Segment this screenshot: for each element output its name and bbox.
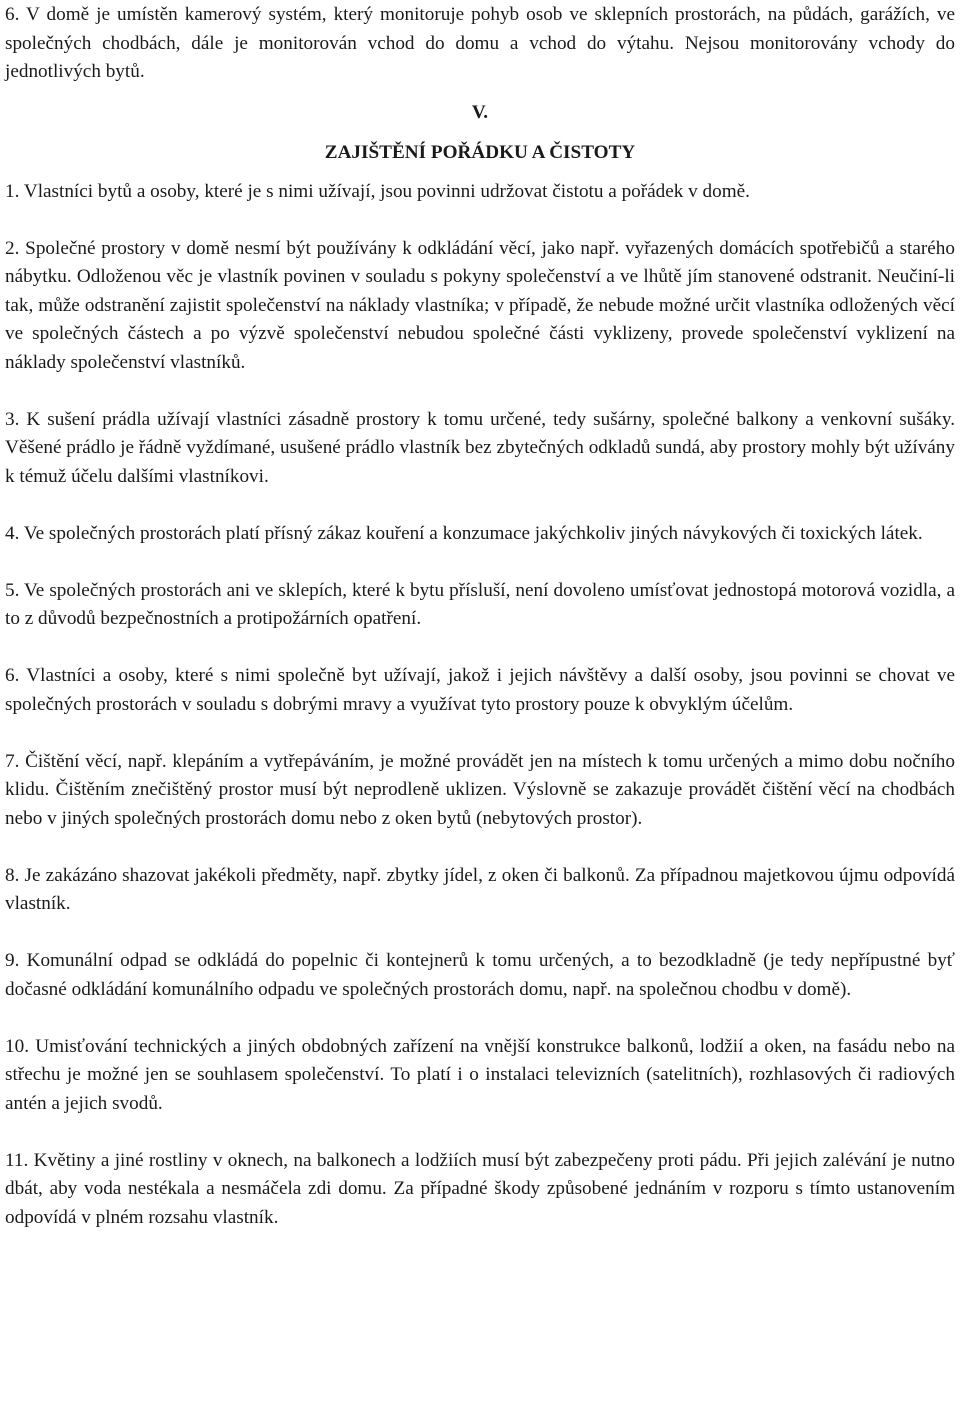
paragraph-8: 8. Je zakázáno shazovat jakékoli předměty, např. zbytky jídel, z oken či balkonů. Za případnou majetkovou újmu odpovídá vlastník. [5, 864, 955, 914]
paragraph-gap [5, 1118, 955, 1147]
paragraph-gap [5, 1004, 955, 1033]
paragraph-10: 10. Umisťování technických a jiných obdobných zařízení na vnější konstrukce balkonů, lodžií a oken, na fasádu nebo na střechu je možné jen se souhlasem společenství. To platí i o instalaci televizních (satelitních), rozhlasových či radiových antén a jejich svodů. [5, 1035, 955, 1114]
paragraph-4: 4. Ve společných prostorách platí přísný zákaz kouření a konzumace jakýchkoliv jiných návykových či toxických látek. [5, 522, 923, 544]
paragraph-gap [5, 491, 955, 520]
paragraph-3: 3. K sušení prádla užívají vlastníci zásadně prostory k tomu určené, tedy sušárny, společné balkony a venkovní sušáky. Věšené prádlo je řádně vyždímané, usušené prádlo vlastník bez zbytečných odkladů sundá, aby prostory mohly být užívány k témuž účelu dalšími vlastníkovi. [5, 408, 955, 487]
paragraph-6: 6. Vlastníci a osoby, které s nimi společně byt užívají, jakož i jejich návštěvy a další osoby, jsou povinni se chovat ve společných prostorách v souladu s dobrými mravy a využívat tyto prostory pouze k obvyklým účelům. [5, 665, 955, 715]
section-title: ZAJIŠTĚNÍ POŘÁDKU A ČISTOTY [324, 142, 636, 163]
paragraph-gap [5, 719, 955, 748]
paragraph-gap [5, 206, 955, 235]
paragraph-2: 2. Společné prostory v domě nesmí být používány k odkládání věcí, jako např. vyřazených domácích spotřebičů a starého nábytku. Odloženou věc je vlastník povinen v souladu s pokyny společenství a ve lhůtě jím stanovené odstranit. Neučiní-li tak, může odstranění zajistit společenství na náklady vlastníka; v případě, že nebude možné určit vlastníka odložených věcí ve společných částech a po výzvě společenství nebudou společné části vyklizeny, provede společenství vyklizení na náklady společenství vlastníků. [5, 237, 955, 373]
paragraph-gap [5, 634, 955, 663]
intro-paragraph: 6. V domě je umístěn kamerový systém, který monitoruje pohyb osob ve sklepních prostorách, na půdách, garážích, ve společných chodbách, dále je monitorován vchod do domu a vchod do výtahu. Nejsou monitorovány vchody do jednotlivých bytů. [5, 4, 955, 82]
paragraph-7: 7. Čištění věcí, např. klepáním a vytřepáváním, je možné provádět jen na místech k tomu určených a mimo dobu nočního klidu. Čištěním znečištěný prostor musí být neprodleně uklizen. Výslovně se zakazuje provádět čištění věcí na chodbách nebo v jiných společných prostorách domu nebo z oken bytů (nebytových prostor). [5, 750, 955, 829]
paragraph-5: 5. Ve společných prostorách ani ve sklepích, které k bytu přísluší, není dovoleno umísťovat jednostopá motorová vozidla, a to z důvodů bezpečnostních a protipožárních opatření. [5, 579, 955, 629]
paragraph-gap [5, 919, 955, 948]
paragraph-11: 11. Květiny a jiné rostliny v oknech, na balkonech a lodžiích musí být zabezpečeny proti pádu. Při jejich zalévání je nutno dbát, aby voda nestékala a nesmáčela zdi domu. Za případné škody způsobené jednáním v rozporu s tímto ustanovením odpovídá v plném rozsahu vlastník. [5, 1149, 955, 1228]
section-number: V. [471, 101, 489, 123]
paragraph-9: 9. Komunální odpad se odkládá do popelnic či kontejnerů k tomu určených, a to bezodkladně (je tedy nepřípustné byť dočasné odkládání komunálního odpadu ve společných prostorách domu, např. na společnou chodbu v domě). [5, 950, 955, 1000]
document-page [0, 1, 960, 1412]
paragraph-gap [5, 377, 955, 406]
paragraph-gap [5, 548, 955, 577]
paragraph-1: 1. Vlastníci bytů a osoby, které je s nimi užívají, jsou povinni udržovat čistotu a pořádek v domě. [5, 180, 750, 202]
paragraph-gap [5, 833, 955, 862]
